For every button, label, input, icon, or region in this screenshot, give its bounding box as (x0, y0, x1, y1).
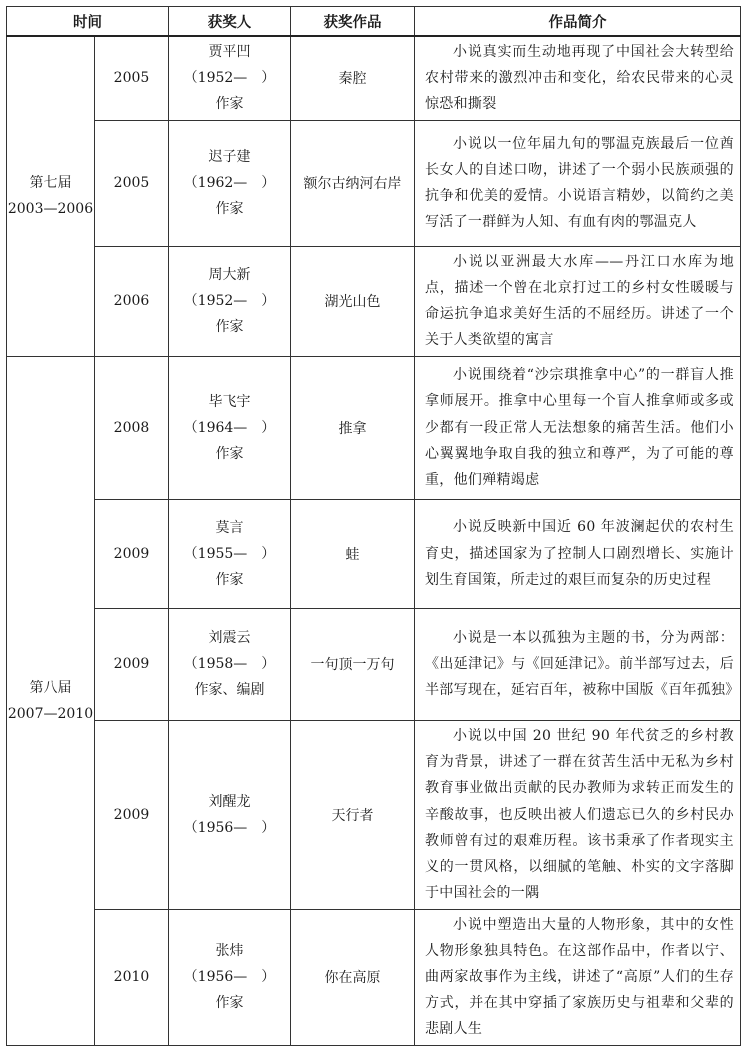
table-row (7, 36, 741, 120)
author-cell (169, 608, 291, 720)
work-cell: 额尔古纳河右岸 (291, 120, 415, 246)
session-years: 2003—2006 (7, 201, 94, 218)
session-cell (7, 356, 95, 1045)
author-role: 作家 (215, 571, 244, 588)
summary-cell: 小说以亚洲最大水库——丹江口水库为地点，描述一个曾在北京打过工的乡村女性暖暖与命运抗争追求美好生活的不屈经历。讲述了一个关于人类欲望的寓言 (415, 246, 741, 356)
author-cell (169, 720, 291, 909)
author-cell (169, 356, 291, 499)
summary-cell: 小说是一本以孤独为主题的书，分为两部：《出延津记》与《回延津记》。前半部写过去，后半部写现在，延宕百年，被称中国版《百年孤独》 (415, 608, 741, 720)
author-role: 作家 (215, 445, 244, 462)
author-cell (169, 246, 291, 356)
year-cell: 2009 (95, 499, 169, 608)
author-name: 周大新 (208, 267, 251, 284)
author-lifespan: （1955— ） (183, 545, 276, 562)
author-name: 刘震云 (208, 630, 251, 647)
author-cell (169, 909, 291, 1045)
work-cell: 天行者 (291, 720, 415, 909)
summary-cell: 小说以一位年届九旬的鄂温克族最后一位酋长女人的自述口吻，讲述了一个弱小民族顽强的抗争和优美的爱情。小说语言精妙，以简约之美写活了一群鲜为人知、有血有肉的鄂温克人 (415, 120, 741, 246)
author-lifespan: （1952— ） (183, 293, 276, 310)
author-cell (169, 36, 291, 120)
summary-cell: 小说以中国 20 世纪 90 年代贫乏的乡村教育为背景，讲述了一群在贫苦生活中无私为乡村教育事业做出贡献的民办教师为求转正而发生的辛酸故事，也反映出被人们遗忘已久的乡村民办教师曾有过的艰难历程。该书秉承了作者现实主义的一贯风格，以细腻的笔触、朴实的文字落脚于中国社会的一隅 (415, 720, 741, 909)
year-cell: 2006 (95, 246, 169, 356)
author-lifespan: （1956— ） (183, 819, 276, 836)
session-cell (7, 36, 95, 356)
year-cell: 2009 (95, 608, 169, 720)
work-cell: 蛙 (291, 499, 415, 608)
author-role: 作家 (215, 96, 244, 113)
session-years: 2007—2010 (7, 705, 94, 722)
author-role: 作家、编剧 (194, 682, 265, 699)
year-cell: 2005 (95, 120, 169, 246)
year-cell: 2009 (95, 720, 169, 909)
header-work: 获奖作品 (291, 7, 415, 37)
author-lifespan: （1964— ） (183, 419, 276, 436)
author-name: 贾平凹 (208, 44, 251, 61)
author-role: 作家 (215, 319, 244, 336)
work-cell: 你在高原 (291, 909, 415, 1045)
author-lifespan: （1956— ） (183, 969, 276, 986)
session-name: 第八届 (29, 679, 72, 696)
author-name: 迟子建 (208, 149, 251, 166)
author-lifespan: （1952— ） (183, 70, 276, 87)
header-time: 时间 (7, 7, 169, 37)
author-name: 刘醒龙 (208, 793, 251, 810)
work-cell: 湖光山色 (291, 246, 415, 356)
author-lifespan: （1958— ） (183, 656, 276, 673)
summary-cell: 小说围绕着“沙宗琪推拿中心”的一群盲人推拿师展开。推拿中心里每一个盲人推拿师或多或少都有一段正常人无法想象的痛苦生活。他们小心翼翼地争取自我的独立和尊严，为了可能的尊重，他们殚精竭虑 (415, 356, 741, 499)
author-name: 毕飞宇 (208, 393, 251, 410)
table-row (7, 608, 741, 720)
author-cell (169, 499, 291, 608)
work-cell: 秦腔 (291, 36, 415, 120)
author-name: 张炜 (215, 943, 244, 960)
author-role: 作家 (215, 995, 244, 1012)
header-winner: 获奖人 (169, 7, 291, 37)
summary-cell: 小说反映新中国近 60 年波澜起伏的农村生育史，描述国家为了控制人口剧烈增长、实施计划生育国策，所走过的艰巨而复杂的历史过程 (415, 499, 741, 608)
session-name: 第七届 (29, 175, 72, 192)
table-row (7, 356, 741, 499)
author-role: 作家 (215, 201, 244, 218)
summary-cell: 小说中塑造出大量的人物形象，其中的女性人物形象独具特色。在这部作品中，作者以宁、曲两家故事作为主线，讲述了“高原”人们的生存方式，并在其中穿插了家族历史与祖辈和父辈的悲剧人生 (415, 909, 741, 1045)
awards-table (6, 6, 741, 1046)
table-row (7, 246, 741, 356)
table-row (7, 120, 741, 246)
table-row (7, 720, 741, 909)
year-cell: 2010 (95, 909, 169, 1045)
work-cell: 推拿 (291, 356, 415, 499)
author-name: 莫言 (215, 519, 244, 536)
year-cell: 2008 (95, 356, 169, 499)
table-row (7, 909, 741, 1045)
header-summary: 作品简介 (415, 7, 741, 37)
work-cell: 一句顶一万句 (291, 608, 415, 720)
header-row (7, 7, 741, 37)
author-lifespan: （1962— ） (183, 175, 276, 192)
table-row (7, 499, 741, 608)
year-cell: 2005 (95, 36, 169, 120)
summary-cell: 小说真实而生动地再现了中国社会大转型给农村带来的激烈冲击和变化，给农民带来的心灵惊恐和撕裂 (415, 36, 741, 120)
author-cell (169, 120, 291, 246)
